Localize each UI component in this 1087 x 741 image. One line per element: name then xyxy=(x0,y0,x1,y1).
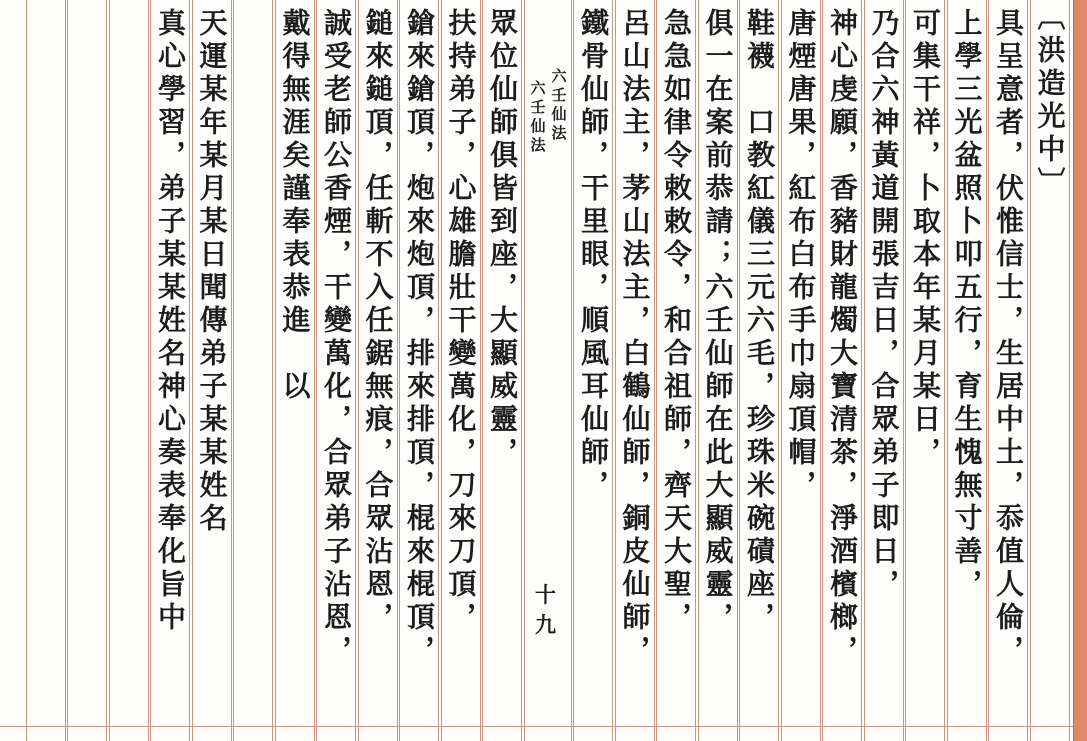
text-column-5: 神心虔願，香豬財龍燭大寶清茶，淨酒檳榔， xyxy=(822,0,862,741)
page-number: 十九 xyxy=(535,582,560,637)
text-column-9: 急急如律令敕敕令，和合祖師，齊天大聖， xyxy=(656,0,696,741)
text-column-4: 乃合六神黃道開張吉日，合眾弟子即日， xyxy=(864,0,904,741)
text-column-8: 俱一在案前恭請；六壬仙師在此大顯威靈， xyxy=(698,0,738,741)
page-edge-band xyxy=(1073,0,1087,741)
text-column-1: 具呈意者，伏惟信士，生居中土，忝值人倫， xyxy=(988,0,1028,741)
text-column-19: 真心學習，弟子某某姓名神心奏表奉化旨中 xyxy=(150,0,190,741)
center-folio-column xyxy=(524,0,572,741)
text-column-16: 誠受老師公香煙，干變萬化，合眾弟子沾恩， xyxy=(316,0,356,741)
text-column-12: 眾位仙師俱皆到座，大顯威靈， xyxy=(482,0,522,741)
text-column-17: 戴得無涯矣謹奉表恭進 以 xyxy=(275,0,315,741)
text-column-10: 呂山法主，茅山法主，白鶴仙師，銅皮仙師， xyxy=(615,0,655,741)
empty-column xyxy=(67,0,107,741)
text-column-18: 天運某年某月某日聞傳弟子某某姓名 xyxy=(192,0,232,741)
text-column-7: 鞋襪 口教紅儀三元六毛，珍珠米碗磧座， xyxy=(739,0,779,741)
empty-column xyxy=(109,0,149,741)
text-column-14: 鎗來鎗頂，炮來炮頂，排來排頂，棍來棍頂， xyxy=(399,0,439,741)
text-column-11: 鐵骨仙師，干里眼，順風耳仙師， xyxy=(573,0,613,741)
title-column: 〔洪造光中〕 xyxy=(1030,0,1070,741)
book-title-left: 六壬仙法 xyxy=(528,80,547,156)
text-column-6: 唐煙唐果，紅布白布手巾扇頂帽， xyxy=(781,0,821,741)
book-title-right: 六壬仙法 xyxy=(549,68,568,144)
text-column-15: 鎚來鎚頂，任斬不入任鋸無痕，合眾沾恩， xyxy=(358,0,398,741)
empty-column xyxy=(26,0,66,741)
text-column-13: 扶持弟子，心雄膽壯干變萬化，刀來刀頂， xyxy=(441,0,481,741)
text-column-2: 上學三光盆照卜叩五行，育生愧無寸善， xyxy=(947,0,987,741)
text-column-3: 可集干祥，卜取本年某月某日， xyxy=(905,0,945,741)
bottom-frame-rule xyxy=(0,726,1073,727)
empty-column xyxy=(233,0,273,741)
